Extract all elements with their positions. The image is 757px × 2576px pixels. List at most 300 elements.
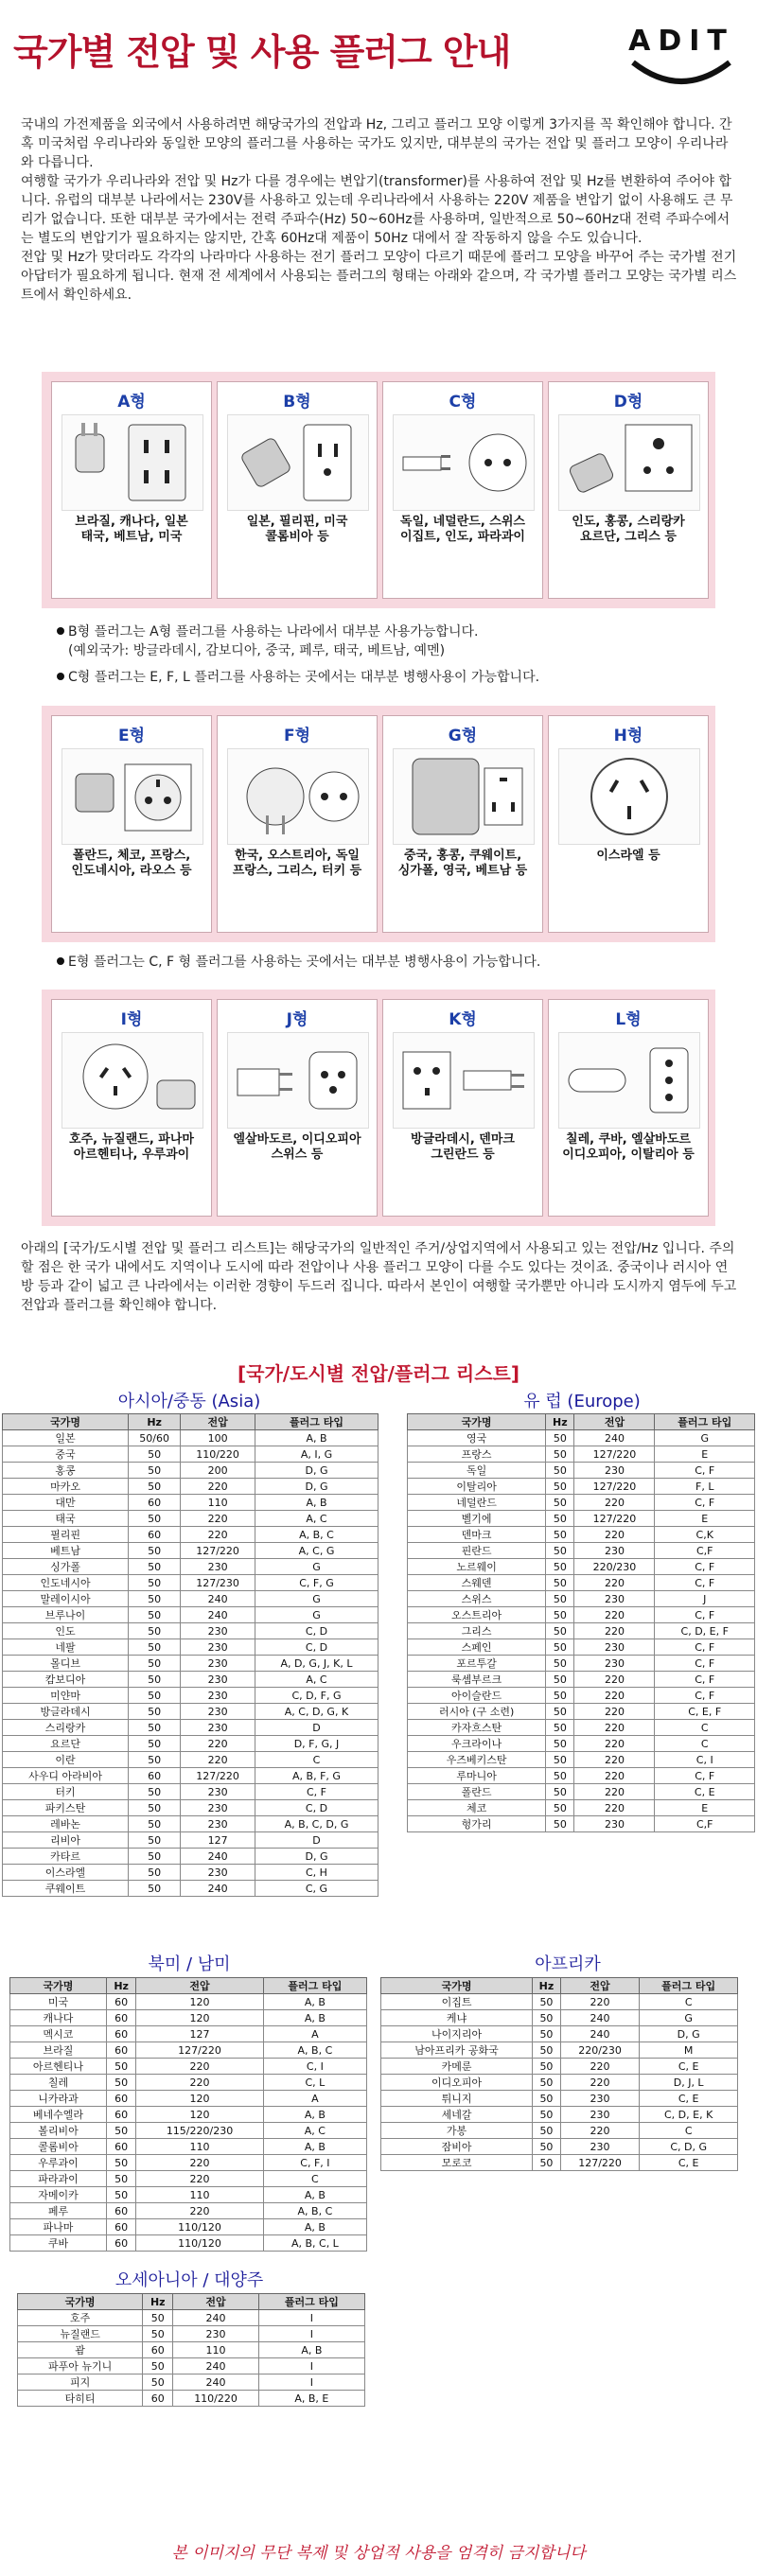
table-cell: 독일 bbox=[408, 1463, 546, 1479]
table-row bbox=[3, 1559, 378, 1575]
table-cell: C, F, G bbox=[255, 1575, 378, 1591]
table-cell: 영국 bbox=[408, 1430, 546, 1446]
table-cell: 50 bbox=[129, 1607, 181, 1623]
table-row bbox=[381, 2155, 738, 2171]
table-cell: C, D bbox=[255, 1800, 378, 1816]
table-cell: 220/230 bbox=[560, 2042, 640, 2059]
table-cell: A, B, C, D, G bbox=[255, 1816, 378, 1832]
table-cell: A, C bbox=[255, 1672, 378, 1688]
table-cell: I bbox=[258, 2310, 364, 2326]
table-cell: J bbox=[655, 1591, 755, 1607]
column-header: 전압 bbox=[136, 1978, 264, 1994]
table-cell: 미국 bbox=[10, 1994, 107, 2010]
table-cell: 케냐 bbox=[381, 2010, 533, 2026]
table-cell: 230 bbox=[181, 1720, 255, 1736]
table-cell: 페루 bbox=[10, 2203, 107, 2219]
plug-b-icon bbox=[227, 414, 369, 511]
brand-logo bbox=[620, 25, 743, 91]
table-row bbox=[3, 1688, 378, 1704]
table-cell: 50 bbox=[546, 1768, 574, 1784]
table-row bbox=[10, 2123, 367, 2139]
plug-l-icon bbox=[558, 1032, 700, 1129]
table-cell: 127/220 bbox=[181, 1543, 255, 1559]
table-row bbox=[408, 1463, 755, 1479]
table-cell: 220 bbox=[181, 1479, 255, 1495]
table-cell: 요르단 bbox=[3, 1736, 129, 1752]
table-cell: 110/120 bbox=[136, 2235, 264, 2252]
table-cell: 베트남 bbox=[3, 1543, 129, 1559]
table-cell: 베네수엘라 bbox=[10, 2107, 107, 2123]
table-cell: 220 bbox=[560, 2123, 640, 2139]
table-row bbox=[381, 2139, 738, 2155]
table-cell: 50 bbox=[546, 1656, 574, 1672]
table-cell: D, J, L bbox=[640, 2075, 738, 2091]
plug-card-plug-f bbox=[217, 715, 378, 933]
table-cell: 220 bbox=[574, 1527, 655, 1543]
plug-card-plug-e bbox=[51, 715, 212, 933]
table-cell: 50 bbox=[533, 2155, 561, 2171]
table-cell: C, F bbox=[655, 1607, 755, 1623]
table-cell: 220 bbox=[574, 1720, 655, 1736]
table-cell: A bbox=[263, 2026, 366, 2042]
table-cell: C bbox=[655, 1720, 755, 1736]
table-cell: A, B bbox=[263, 2187, 366, 2203]
table-cell: 230 bbox=[560, 2107, 640, 2123]
table-cell: A, D, G, J, K, L bbox=[255, 1656, 378, 1672]
plug-countries: 호주, 뉴질랜드, 파나마 아르헨티나, 우루과이 bbox=[69, 1132, 194, 1162]
table-row bbox=[3, 1656, 378, 1672]
table-row bbox=[10, 2026, 367, 2042]
table-cell: 50 bbox=[129, 1800, 181, 1816]
region-title-europe: 유 럽 (Europe) bbox=[523, 1392, 641, 1411]
table-cell: 240 bbox=[181, 1849, 255, 1865]
table-row bbox=[3, 1623, 378, 1639]
table-cell: 120 bbox=[136, 1994, 264, 2010]
table-cell: 50 bbox=[546, 1816, 574, 1832]
column-header: 플러그 타입 bbox=[255, 1414, 378, 1430]
table-cell: A, I, G bbox=[255, 1446, 378, 1463]
table-cell: 110/120 bbox=[136, 2219, 264, 2235]
table-row bbox=[408, 1559, 755, 1575]
table-cell: I bbox=[258, 2326, 364, 2342]
table-cell: 50 bbox=[129, 1559, 181, 1575]
table-row bbox=[18, 2374, 365, 2391]
table-cell: A, C, D, G, K bbox=[255, 1704, 378, 1720]
table-cell: 뉴질랜드 bbox=[18, 2326, 143, 2342]
table-cell: 이스라엘 bbox=[3, 1865, 129, 1881]
table-row bbox=[18, 2326, 365, 2342]
table-cell: 50 bbox=[106, 2123, 135, 2139]
table-cell: D, F, G, J bbox=[255, 1736, 378, 1752]
table-cell: 50 bbox=[546, 1672, 574, 1688]
table-cell: 50 bbox=[129, 1543, 181, 1559]
table-row bbox=[408, 1639, 755, 1656]
table-cell: 이탈리아 bbox=[408, 1479, 546, 1495]
table-cell: 60 bbox=[106, 2203, 135, 2219]
table-cell: 50/60 bbox=[129, 1430, 181, 1446]
table-cell: 말레이시아 bbox=[3, 1591, 129, 1607]
table-cell: 카메룬 bbox=[381, 2059, 533, 2075]
table-cell: 체코 bbox=[408, 1800, 546, 1816]
table-cell: 60 bbox=[106, 1994, 135, 2010]
table-cell: 220 bbox=[136, 2155, 264, 2171]
table-cell: 50 bbox=[533, 2010, 561, 2026]
table-cell: 우크라이나 bbox=[408, 1736, 546, 1752]
column-header: 전압 bbox=[574, 1414, 655, 1430]
table-row bbox=[18, 2342, 365, 2358]
table-cell: 220 bbox=[181, 1511, 255, 1527]
table-cell: A, B bbox=[263, 1994, 366, 2010]
table-cell: 110 bbox=[181, 1495, 255, 1511]
table-row bbox=[408, 1784, 755, 1800]
table-row bbox=[3, 1849, 378, 1865]
table-cell: C, F bbox=[655, 1688, 755, 1704]
table-cell: C, D bbox=[255, 1623, 378, 1639]
table-row bbox=[3, 1639, 378, 1656]
region-title-america: 북미 / 남미 bbox=[148, 1954, 231, 1974]
column-header: 전압 bbox=[173, 2294, 258, 2310]
table-cell: 인도네시아 bbox=[3, 1575, 129, 1591]
table-cell: 127/220 bbox=[181, 1768, 255, 1784]
table-cell: 127/220 bbox=[574, 1479, 655, 1495]
table-cell: 네팔 bbox=[3, 1639, 129, 1656]
table-cell: 230 bbox=[574, 1543, 655, 1559]
table-cell: 50 bbox=[129, 1752, 181, 1768]
table-cell: 캄보디아 bbox=[3, 1672, 129, 1688]
table-cell: 220 bbox=[574, 1688, 655, 1704]
table-header-row bbox=[18, 2294, 365, 2310]
copyright-footer: 본 이미지의 무단 복제 및 상업적 사용을 엄격히 금지합니다 bbox=[171, 2544, 586, 2563]
table-cell: 브루나이 bbox=[3, 1607, 129, 1623]
table-cell: G bbox=[255, 1591, 378, 1607]
column-header: 플러그 타입 bbox=[263, 1978, 366, 1994]
column-header: 전압 bbox=[181, 1414, 255, 1430]
table-cell: A, B, F, G bbox=[255, 1768, 378, 1784]
plug-type-label: L형 bbox=[615, 1010, 642, 1029]
table-cell: C, F, I bbox=[263, 2155, 366, 2171]
plug-card-plug-k bbox=[382, 999, 543, 1217]
table-cell: C, F bbox=[655, 1672, 755, 1688]
table-cell: 50 bbox=[546, 1736, 574, 1752]
table-cell: A, C bbox=[255, 1511, 378, 1527]
table-cell: C, F bbox=[655, 1559, 755, 1575]
table-cell: 레바논 bbox=[3, 1816, 129, 1832]
table-cell: C, E bbox=[640, 2091, 738, 2107]
table-cell: C, F bbox=[655, 1639, 755, 1656]
table-cell: 스위스 bbox=[408, 1591, 546, 1607]
table-row bbox=[3, 1784, 378, 1800]
table-cell: F, L bbox=[655, 1479, 755, 1495]
plug-card-plug-g bbox=[382, 715, 543, 933]
table-row bbox=[408, 1800, 755, 1816]
table-row bbox=[408, 1768, 755, 1784]
table-cell: 이집트 bbox=[381, 1994, 533, 2010]
table-cell: A, B bbox=[263, 2219, 366, 2235]
table-row bbox=[408, 1688, 755, 1704]
table-cell: 60 bbox=[129, 1768, 181, 1784]
table-cell: 인도 bbox=[3, 1623, 129, 1639]
table-row bbox=[408, 1495, 755, 1511]
table-cell: A, B bbox=[255, 1495, 378, 1511]
table-cell: 50 bbox=[129, 1463, 181, 1479]
table-cell: 튀니지 bbox=[381, 2091, 533, 2107]
intro-text bbox=[21, 115, 740, 305]
table-row bbox=[3, 1865, 378, 1881]
table-row bbox=[10, 2010, 367, 2026]
table-cell: 230 bbox=[181, 1865, 255, 1881]
plug-type-label: B형 bbox=[283, 393, 311, 412]
table-cell: 230 bbox=[181, 1559, 255, 1575]
table-cell: D, G bbox=[255, 1463, 378, 1479]
table-cell: C, D, E, K bbox=[640, 2107, 738, 2123]
table-cell: C, F bbox=[655, 1575, 755, 1591]
table-cell: 220 bbox=[136, 2203, 264, 2219]
table-cell: 220 bbox=[136, 2075, 264, 2091]
plug-card-plug-b bbox=[217, 381, 378, 599]
region-title-asia: 아시아/중동 (Asia) bbox=[117, 1392, 261, 1411]
table-cell: 일본 bbox=[3, 1430, 129, 1446]
column-header: 플러그 타입 bbox=[655, 1414, 755, 1430]
table-cell: 220 bbox=[574, 1575, 655, 1591]
table-cell: 127 bbox=[136, 2026, 264, 2042]
table-cell: 50 bbox=[546, 1511, 574, 1527]
table-row bbox=[10, 2059, 367, 2075]
table-cell: D bbox=[255, 1832, 378, 1849]
table-cell: 세네갈 bbox=[381, 2107, 533, 2123]
table-oceania bbox=[17, 2293, 365, 2407]
table-cell: 230 bbox=[181, 1704, 255, 1720]
table-cell: 캐나다 bbox=[10, 2010, 107, 2026]
table-cell: 120 bbox=[136, 2107, 264, 2123]
table-cell: 홍콩 bbox=[3, 1463, 129, 1479]
table-cell: 스페인 bbox=[408, 1639, 546, 1656]
table-cell: C bbox=[640, 2123, 738, 2139]
table-row bbox=[381, 2026, 738, 2042]
plug-type-label: H형 bbox=[613, 727, 643, 745]
table-cell: 리비아 bbox=[3, 1832, 129, 1849]
table-cell: 멕시코 bbox=[10, 2026, 107, 2042]
table-cell: 60 bbox=[143, 2342, 173, 2358]
table-cell: 110/220 bbox=[173, 2391, 258, 2407]
plug-countries: 독일, 네덜란드, 스위스 이집트, 인도, 파라과이 bbox=[400, 515, 525, 544]
table-africa bbox=[380, 1977, 738, 2171]
table-cell: 230 bbox=[560, 2091, 640, 2107]
list-title: [국가/도시별 전압/플러그 리스트] bbox=[238, 1362, 519, 1385]
table-cell: 싱가폴 bbox=[3, 1559, 129, 1575]
table-row bbox=[3, 1479, 378, 1495]
table-cell: A, B bbox=[263, 2010, 366, 2026]
column-header: Hz bbox=[533, 1978, 561, 1994]
table-cell: 230 bbox=[181, 1672, 255, 1688]
table-row bbox=[408, 1430, 755, 1446]
table-cell: 태국 bbox=[3, 1511, 129, 1527]
table-row bbox=[3, 1881, 378, 1897]
table-cell: 50 bbox=[546, 1495, 574, 1511]
table-row bbox=[408, 1591, 755, 1607]
table-cell: A, B bbox=[263, 2139, 366, 2155]
table-cell: 파푸아 뉴기니 bbox=[18, 2358, 143, 2374]
table-row bbox=[10, 2219, 367, 2235]
plug-type-label: A형 bbox=[117, 393, 146, 412]
table-cell: 50 bbox=[546, 1607, 574, 1623]
table-cell: 중국 bbox=[3, 1446, 129, 1463]
plug-j-icon bbox=[227, 1032, 369, 1129]
plug-k-icon bbox=[393, 1032, 535, 1129]
table-row bbox=[408, 1607, 755, 1623]
table-cell: 230 bbox=[574, 1463, 655, 1479]
table-cell: I bbox=[258, 2358, 364, 2374]
table-cell: 50 bbox=[129, 1672, 181, 1688]
table-row bbox=[408, 1816, 755, 1832]
plug-f-icon bbox=[227, 748, 369, 845]
logo-text: ADIT bbox=[628, 25, 734, 58]
table-cell: 50 bbox=[546, 1688, 574, 1704]
table-cell: 120 bbox=[136, 2010, 264, 2026]
plug-i-icon bbox=[62, 1032, 203, 1129]
table-row bbox=[408, 1672, 755, 1688]
table-header-row bbox=[3, 1414, 378, 1430]
table-america bbox=[9, 1977, 367, 2252]
header bbox=[0, 0, 757, 104]
table-cell: 127/220 bbox=[574, 1511, 655, 1527]
plug-type-label: J형 bbox=[286, 1010, 308, 1029]
table-cell: 이디오피아 bbox=[381, 2075, 533, 2091]
table-cell: 50 bbox=[129, 1511, 181, 1527]
table-row bbox=[408, 1656, 755, 1672]
table-row bbox=[408, 1511, 755, 1527]
table-cell: 50 bbox=[546, 1430, 574, 1446]
table-cell: 필리핀 bbox=[3, 1527, 129, 1543]
plug-panel-3 bbox=[42, 990, 715, 1226]
table-cell: 그리스 bbox=[408, 1623, 546, 1639]
table-cell: 50 bbox=[129, 1591, 181, 1607]
plug-type-label: G형 bbox=[448, 727, 478, 745]
table-cell: 이란 bbox=[3, 1752, 129, 1768]
plug-countries: 일본, 필리핀, 미국 콜롬비아 등 bbox=[246, 515, 348, 544]
region-title-oceania: 오세아니아 / 대양주 bbox=[114, 2270, 264, 2290]
column-header: 국가명 bbox=[10, 1978, 107, 1994]
note-c-plug bbox=[57, 668, 539, 687]
table-cell: 50 bbox=[546, 1720, 574, 1736]
table-cell: 스웨덴 bbox=[408, 1575, 546, 1591]
table-row bbox=[408, 1623, 755, 1639]
table-cell: 220 bbox=[560, 2075, 640, 2091]
table-cell: 방글라데시 bbox=[3, 1704, 129, 1720]
table-row bbox=[408, 1527, 755, 1543]
table-cell: C, H bbox=[255, 1865, 378, 1881]
table-cell: 50 bbox=[129, 1656, 181, 1672]
table-cell: 50 bbox=[546, 1527, 574, 1543]
table-cell: M bbox=[640, 2042, 738, 2059]
table-cell: C, D bbox=[255, 1639, 378, 1656]
table-cell: 60 bbox=[106, 2139, 135, 2155]
table-cell: C bbox=[655, 1736, 755, 1752]
column-header: Hz bbox=[143, 2294, 173, 2310]
table-cell: 50 bbox=[546, 1704, 574, 1720]
table-cell: A, C, G bbox=[255, 1543, 378, 1559]
table-cell: 220 bbox=[560, 1994, 640, 2010]
table-cell: 230 bbox=[560, 2139, 640, 2155]
table-cell: 50 bbox=[106, 2155, 135, 2171]
table-cell: 50 bbox=[129, 1688, 181, 1704]
plug-countries: 인도, 홍콩, 스리랑카 요르단, 그리스 등 bbox=[572, 515, 685, 544]
table-cell: G bbox=[655, 1430, 755, 1446]
table-cell: 노르웨이 bbox=[408, 1559, 546, 1575]
table-row bbox=[3, 1607, 378, 1623]
table-cell: 220 bbox=[574, 1784, 655, 1800]
table-cell: 50 bbox=[143, 2310, 173, 2326]
table-row bbox=[3, 1575, 378, 1591]
table-row bbox=[10, 2139, 367, 2155]
table-cell: 미얀마 bbox=[3, 1688, 129, 1704]
table-cell: 60 bbox=[106, 2235, 135, 2252]
plug-countries: 폴란드, 체코, 프랑스, 인도네시아, 라오스 등 bbox=[71, 849, 192, 878]
table-cell: 220 bbox=[574, 1495, 655, 1511]
table-cell: 볼리비아 bbox=[10, 2123, 107, 2139]
table-cell: 쿠웨이트 bbox=[3, 1881, 129, 1897]
table-cell: 240 bbox=[181, 1881, 255, 1897]
table-cell: A, B, C bbox=[263, 2042, 366, 2059]
table-cell: 50 bbox=[546, 1752, 574, 1768]
table-row bbox=[3, 1430, 378, 1446]
table-cell: 240 bbox=[560, 2026, 640, 2042]
table-cell: 대만 bbox=[3, 1495, 129, 1511]
table-cell: 60 bbox=[106, 2042, 135, 2059]
table-cell: G bbox=[255, 1607, 378, 1623]
table-cell: 110 bbox=[136, 2187, 264, 2203]
table-cell: 50 bbox=[129, 1479, 181, 1495]
table-cell: 60 bbox=[129, 1527, 181, 1543]
plug-a-icon bbox=[62, 414, 203, 511]
table-cell: 포르투갈 bbox=[408, 1656, 546, 1672]
table-cell: 핀란드 bbox=[408, 1543, 546, 1559]
table-cell: 50 bbox=[129, 1639, 181, 1656]
table-cell: 마카오 bbox=[3, 1479, 129, 1495]
table-cell: 아이슬란드 bbox=[408, 1688, 546, 1704]
table-cell: C, E bbox=[655, 1784, 755, 1800]
table-row bbox=[408, 1704, 755, 1720]
table-cell: G bbox=[640, 2010, 738, 2026]
table-cell: 파나마 bbox=[10, 2219, 107, 2235]
plug-countries: 방글라데시, 덴마크 그린란드 등 bbox=[411, 1132, 515, 1162]
table-cell: 파라과이 bbox=[10, 2171, 107, 2187]
table-row bbox=[408, 1720, 755, 1736]
column-header: 국가명 bbox=[3, 1414, 129, 1430]
table-row bbox=[3, 1720, 378, 1736]
table-row bbox=[408, 1752, 755, 1768]
table-row bbox=[10, 2091, 367, 2107]
region-title-africa: 아프리카 bbox=[535, 1954, 601, 1974]
table-cell: 50 bbox=[546, 1479, 574, 1495]
plug-card-plug-l bbox=[548, 999, 709, 1217]
table-row bbox=[381, 1994, 738, 2010]
table-cell: 50 bbox=[106, 2171, 135, 2187]
table-cell: 60 bbox=[129, 1495, 181, 1511]
table-cell: 220/230 bbox=[574, 1559, 655, 1575]
table-cell: C, F bbox=[655, 1768, 755, 1784]
table-cell: E bbox=[655, 1800, 755, 1816]
table-row bbox=[3, 1752, 378, 1768]
table-cell: 자메이카 bbox=[10, 2187, 107, 2203]
column-header: 전압 bbox=[560, 1978, 640, 1994]
page-title: 국가별 전압 및 사용 플러그 안내 bbox=[13, 31, 511, 73]
table-cell: 모로코 bbox=[381, 2155, 533, 2171]
table-row bbox=[3, 1463, 378, 1479]
table-cell: 50 bbox=[533, 1994, 561, 2010]
table-header-row bbox=[381, 1978, 738, 1994]
plug-h-icon bbox=[558, 748, 700, 845]
table-row bbox=[3, 1672, 378, 1688]
